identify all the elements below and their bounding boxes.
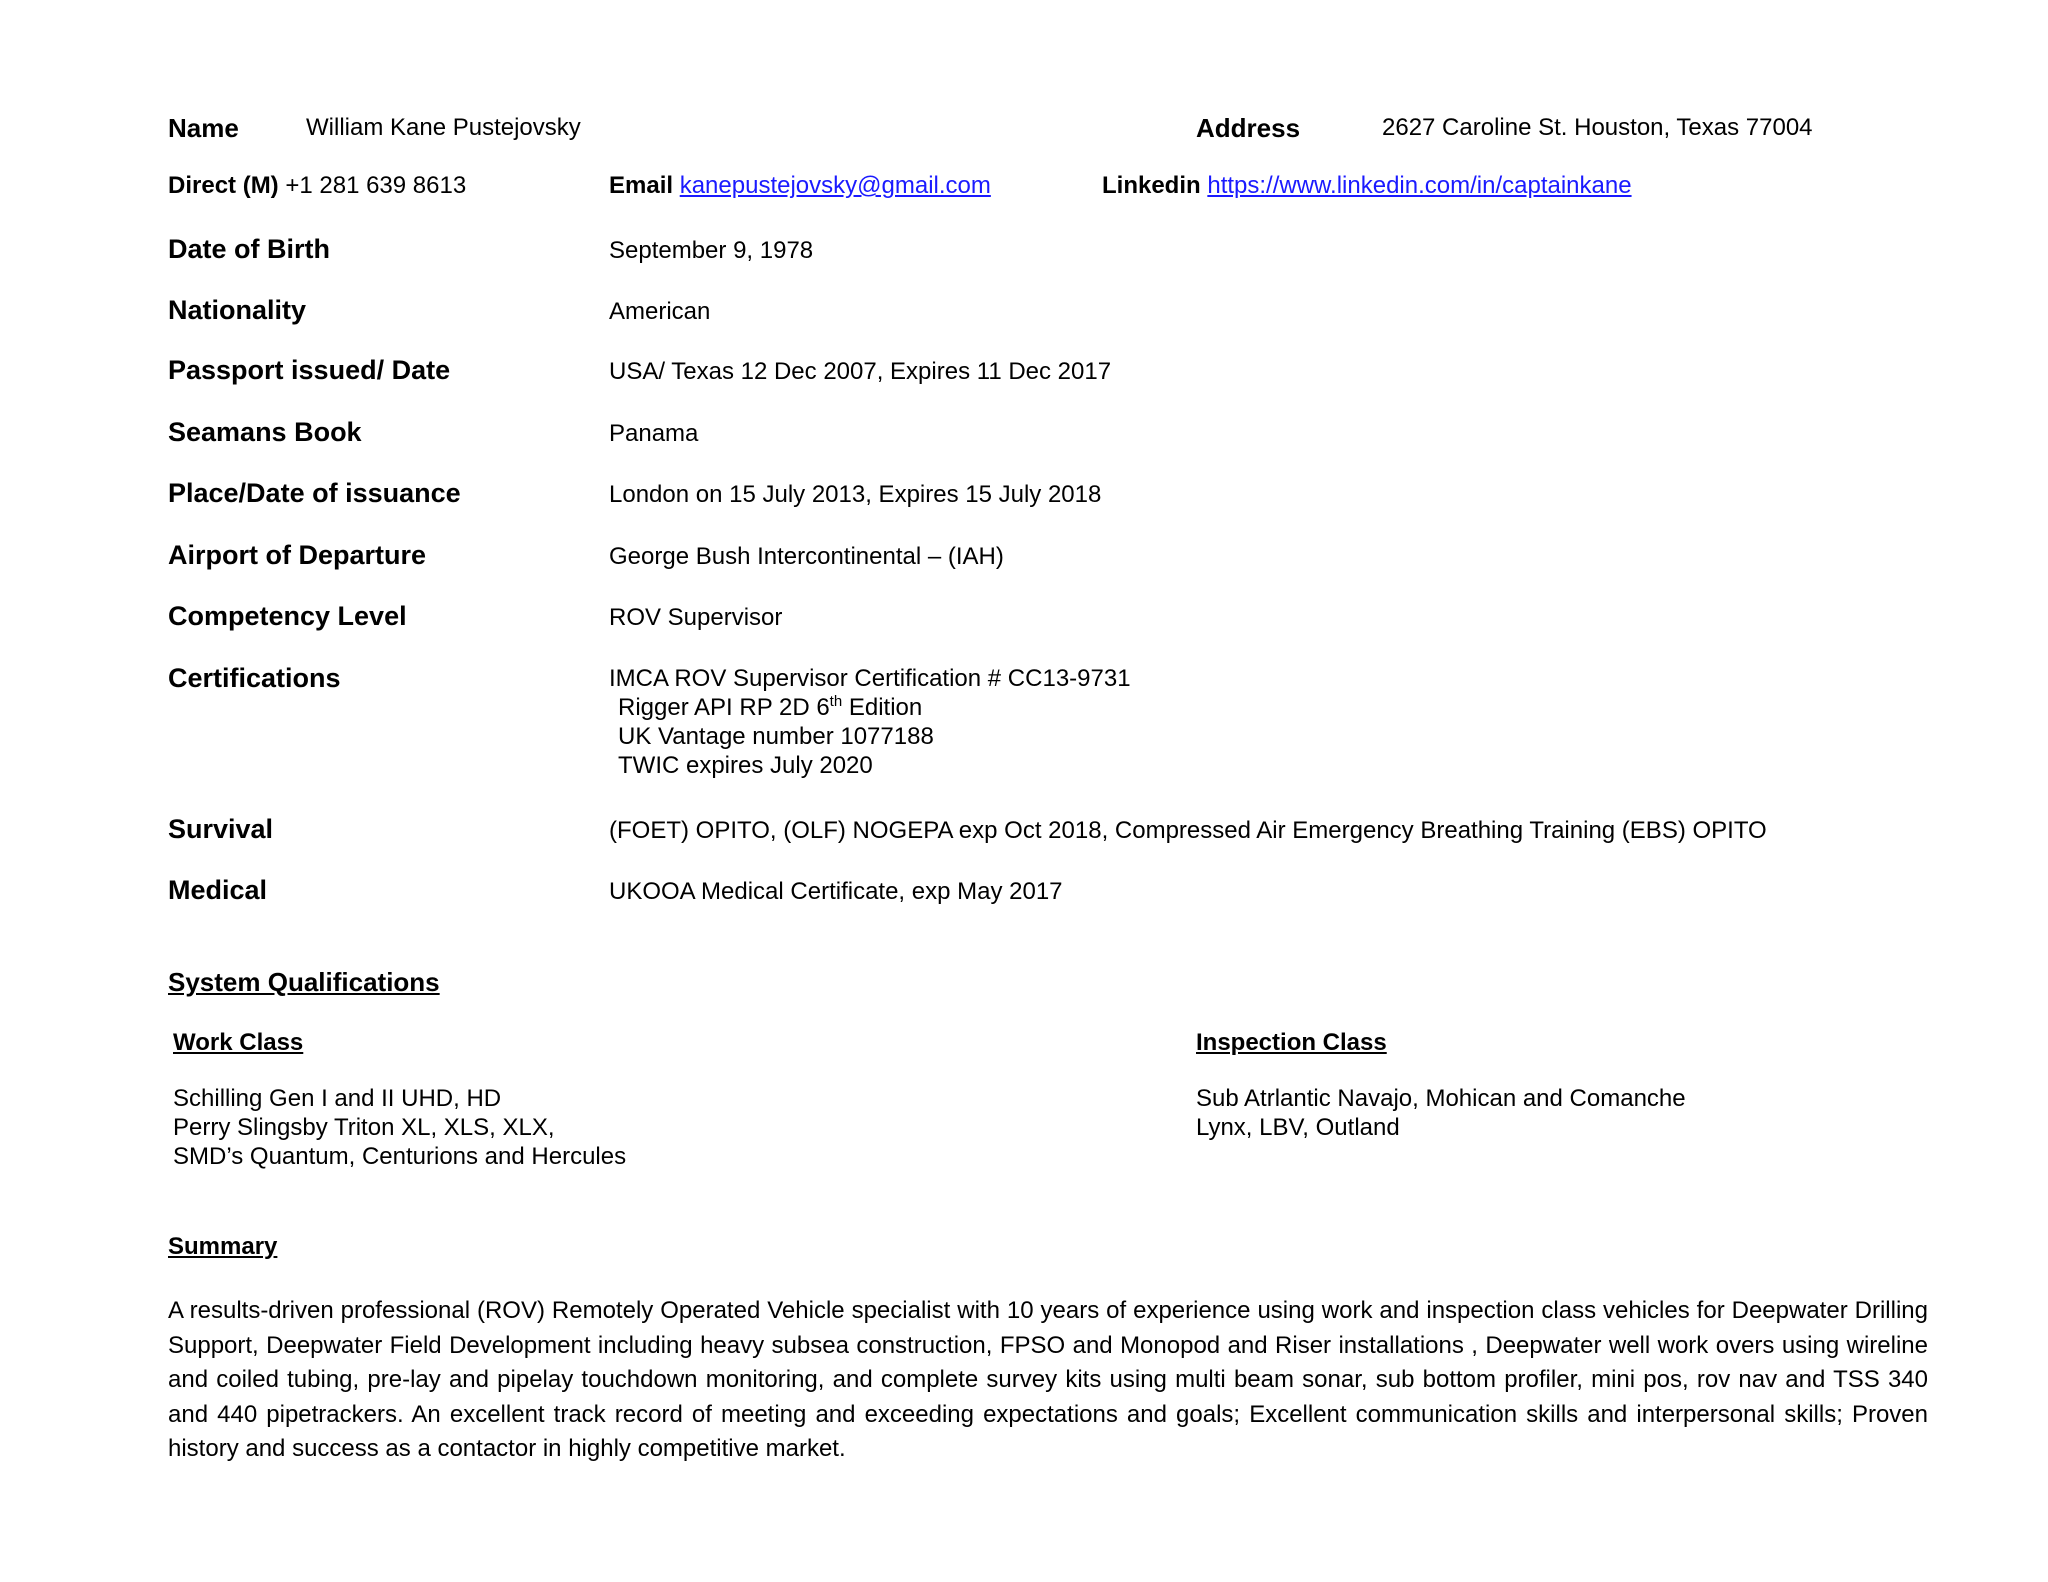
email-label: Email <box>609 172 674 199</box>
place-date-value: London on 15 July 2013, Expires 15 July 2018 <box>609 481 1102 508</box>
medical-value: UKOOA Medical Certificate, exp May 2017 <box>609 878 1063 905</box>
survival-value: (FOET) OPITO, (OLF) NOGEPA exp Oct 2018, Compressed Air Emergency Breathing Training (EBS) OPITO <box>609 817 1767 844</box>
summary-text: A results-driven professional (ROV) Remotely Operated Vehicle specialist with 10 years of experience using work and inspection class vehicles for Deepwater Drilling Support, Deepwater Field Development including heavy subsea construction, FPSO and Monopod and Riser installations , Deepwater well work overs using wireline and coiled tubing, pre-lay and pipelay touchdown monitoring, and complete survey kits using multi beam sonar, sub bottom profiler, mini pos, rov nav and TSS 340 and 440 pipetrackers. An excellent track record of meeting and exceeding expectations and goals; Excellent communication skills and interpersonal skills; Proven history and success as a contactor in highly competitive market. <box>168 1297 1928 1463</box>
certifications-list <box>609 664 1131 780</box>
name-label: Name <box>168 113 239 143</box>
direct-label: Direct (M) <box>168 172 279 199</box>
dob-value: September 9, 1978 <box>609 237 814 264</box>
email-link[interactable]: kanepustejovsky@gmail.com <box>679 172 991 199</box>
work-class-heading: Work Class <box>173 1029 304 1056</box>
list-item: SMD’s Quantum, Centurions and Hercules <box>173 1143 627 1170</box>
summary-heading: Summary <box>168 1233 278 1260</box>
competency-value: ROV Supervisor <box>609 604 783 631</box>
place-date-label: Place/Date of issuance <box>168 478 461 508</box>
medical-label: Medical <box>168 875 268 905</box>
address-value: 2627 Caroline St. Houston, Texas 77004 <box>1382 114 1813 141</box>
competency-label: Competency Level <box>168 601 407 631</box>
linkedin-link[interactable]: https://www.linkedin.com/in/captainkane <box>1207 172 1632 199</box>
linkedin-label: Linkedin <box>1102 172 1201 199</box>
linkedin <box>1102 172 1632 200</box>
cert-item: Rigger API RP 2D 6th Edition <box>618 693 923 721</box>
cert-item: UK Vantage number 1077188 <box>618 723 934 750</box>
direct-phone <box>168 172 466 200</box>
system-qualifications-heading: System Qualifications <box>168 967 440 997</box>
cert-item: IMCA ROV Supervisor Certification # CC13-9731 <box>609 665 1131 692</box>
inspection-class-heading: Inspection Class <box>1196 1029 1387 1056</box>
seamans-book-value: Panama <box>609 420 699 447</box>
survival-label: Survival <box>168 814 274 844</box>
certifications-label: Certifications <box>168 663 341 693</box>
work-class-list <box>173 1084 626 1171</box>
dob-label: Date of Birth <box>168 234 330 264</box>
cert-item: TWIC expires July 2020 <box>618 752 873 779</box>
nationality-label: Nationality <box>168 295 307 325</box>
list-item: Sub Atrlantic Navajo, Mohican and Comanche <box>1196 1085 1686 1112</box>
email <box>609 172 991 200</box>
address-label: Address <box>1196 113 1301 143</box>
name-value: William Kane Pustejovsky <box>306 114 581 141</box>
nationality-value: American <box>609 298 711 325</box>
seamans-book-label: Seamans Book <box>168 417 362 447</box>
list-item: Lynx, LBV, Outland <box>1196 1114 1400 1141</box>
airport-value: George Bush Intercontinental – (IAH) <box>609 543 1004 570</box>
passport-label: Passport issued/ Date <box>168 355 451 385</box>
passport-value: USA/ Texas 12 Dec 2007, Expires 11 Dec 2017 <box>609 358 1112 385</box>
inspection-class-list <box>1196 1084 1686 1142</box>
airport-label: Airport of Departure <box>168 540 427 570</box>
direct-value: +1 281 639 8613 <box>285 172 467 199</box>
list-item: Perry Slingsby Triton XL, XLS, XLX, <box>173 1114 555 1141</box>
list-item: Schilling Gen I and II UHD, HD <box>173 1085 502 1112</box>
